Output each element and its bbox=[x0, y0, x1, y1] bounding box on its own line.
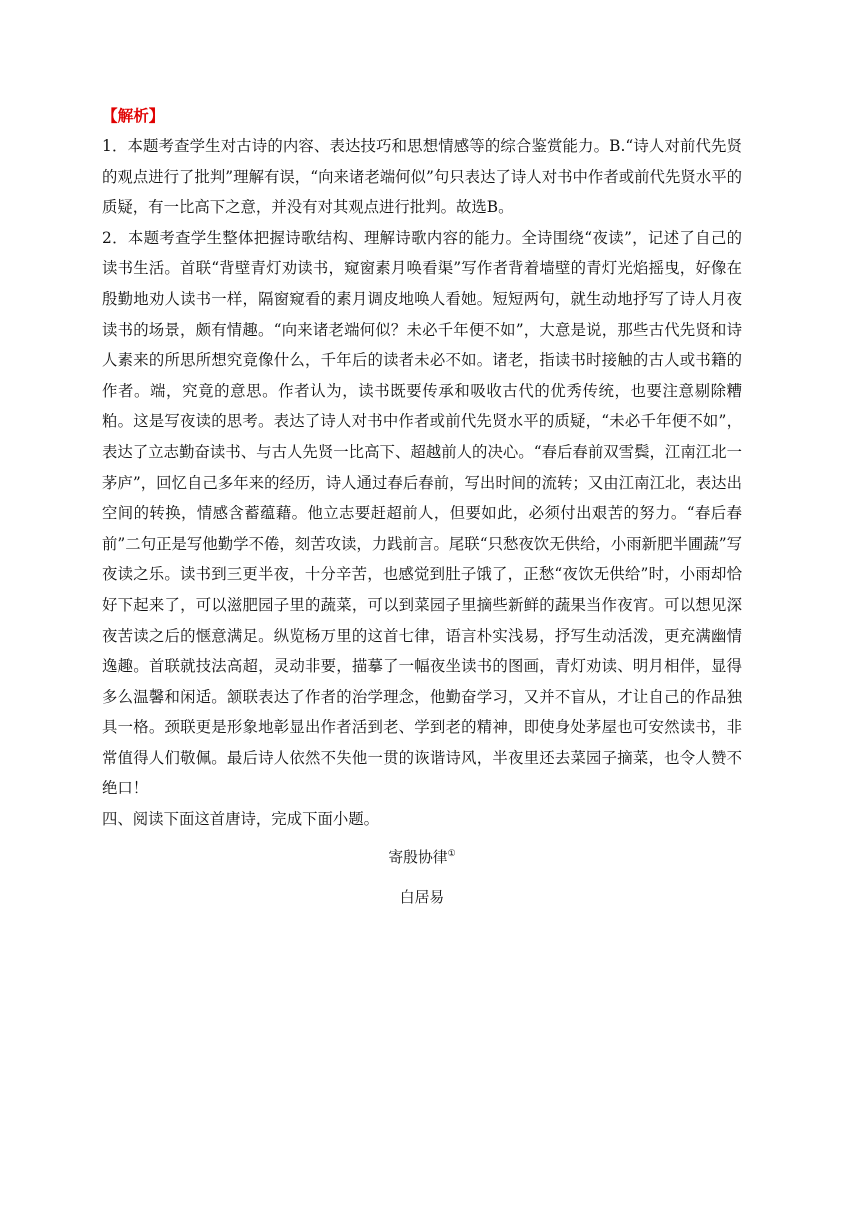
section-4-title: 四、阅读下面这首唐诗，完成下面小题。 bbox=[102, 810, 380, 829]
answer-1-paragraph: 1．本题考查学生对古诗的内容、表达技巧和思想情感等的综合鉴赏能力。B.“诗人对前代先贤的观点进行了批判”理解有误，“向来诸老端何似”句只表达了诗人对书中作者或前代先贤水平的质疑，有一比高下之意，并没有对其观点进行批判。故选B。 bbox=[102, 137, 742, 217]
answer-2-paragraph: 2．本题考查学生整体把握诗歌结构、理解诗歌内容的能力。全诗围绕“夜读”，记述了自己的读书生活。首联“背壁青灯劝读书，窥窗素月唤看渠”写作者背着墙壁的青灯光焰摇曳，好像在殷勤地劝人读书一样，隔窗窥看的素月调皮地唤人看她。短短两句，就生动地抒写了诗人月夜读书的场景，颇有情趣。“向来诸老端何似？未必千年便不如”，大意是说，那些古代先贤和诗人素来的所思所想究竟像什么，千年后的读者未必不如。诸老，指读书时接触的古人或书籍的作者。端，究竟的意思。作者认为，读书既要传承和吸收古代的优秀传统，也要注意剔除糟粕。这是写夜读的思考。表达了诗人对书中作者或前代先贤水平的质疑，“未必千年便不如”，表达了立志勤奋读书、与古人先贤一比高下、超越前人的决心。“春后春前双雪鬓，江南江北一茅庐”，回忆自己多年来的经历，诗人通过春后春前，写出时间的流转；又由江南江北，表达出空间的转换，情感含蓄蕴藉。他立志要赶超前人，但要如此，必须付出艰苦的努力。“春后春前”二句正是写他勤学不倦，刻苦攻读，力践前言。尾联“只愁夜饮无供给，小雨新肥半圃蔬”写夜读之乐。读书到三更半夜，十分辛苦，也感觉到肚子饿了，正愁“夜饮无供给”时，小雨却恰好下起来了，可以滋肥园子里的蔬菜，可以到菜园子里摘些新鲜的蔬果当作夜宵。可以想见深夜苦读之后的惬意满足。纵览杨万里的这首七律，语言朴实浅易，抒写生动活泼，更充满幽情逸趣。首联就技法高超，灵动非要，描摹了一幅夜坐读书的图画，青灯劝读、明月相伴，显得多么温馨和闲适。颔联表达了作者的治学理念，他勤奋学习，又并不盲从，才让自己的作品独具一格。颈联更是形象地彰显出作者活到老、学到老的精神，即使身处茅屋也可安然读书，非常值得人们敬佩。最后诗人依然不失他一贯的诙谐诗风，半夜里还去菜园子摘菜，也令人赞不绝口！ bbox=[102, 228, 742, 798]
poem-author: 白居易 bbox=[399, 888, 445, 906]
document-page bbox=[102, 101, 742, 913]
analysis-heading: 【解析】 bbox=[102, 106, 165, 125]
poem-title-text: 寄殷协律 bbox=[388, 848, 448, 866]
poem-title bbox=[102, 843, 742, 873]
poem-title-footnote-mark: ① bbox=[447, 848, 456, 859]
